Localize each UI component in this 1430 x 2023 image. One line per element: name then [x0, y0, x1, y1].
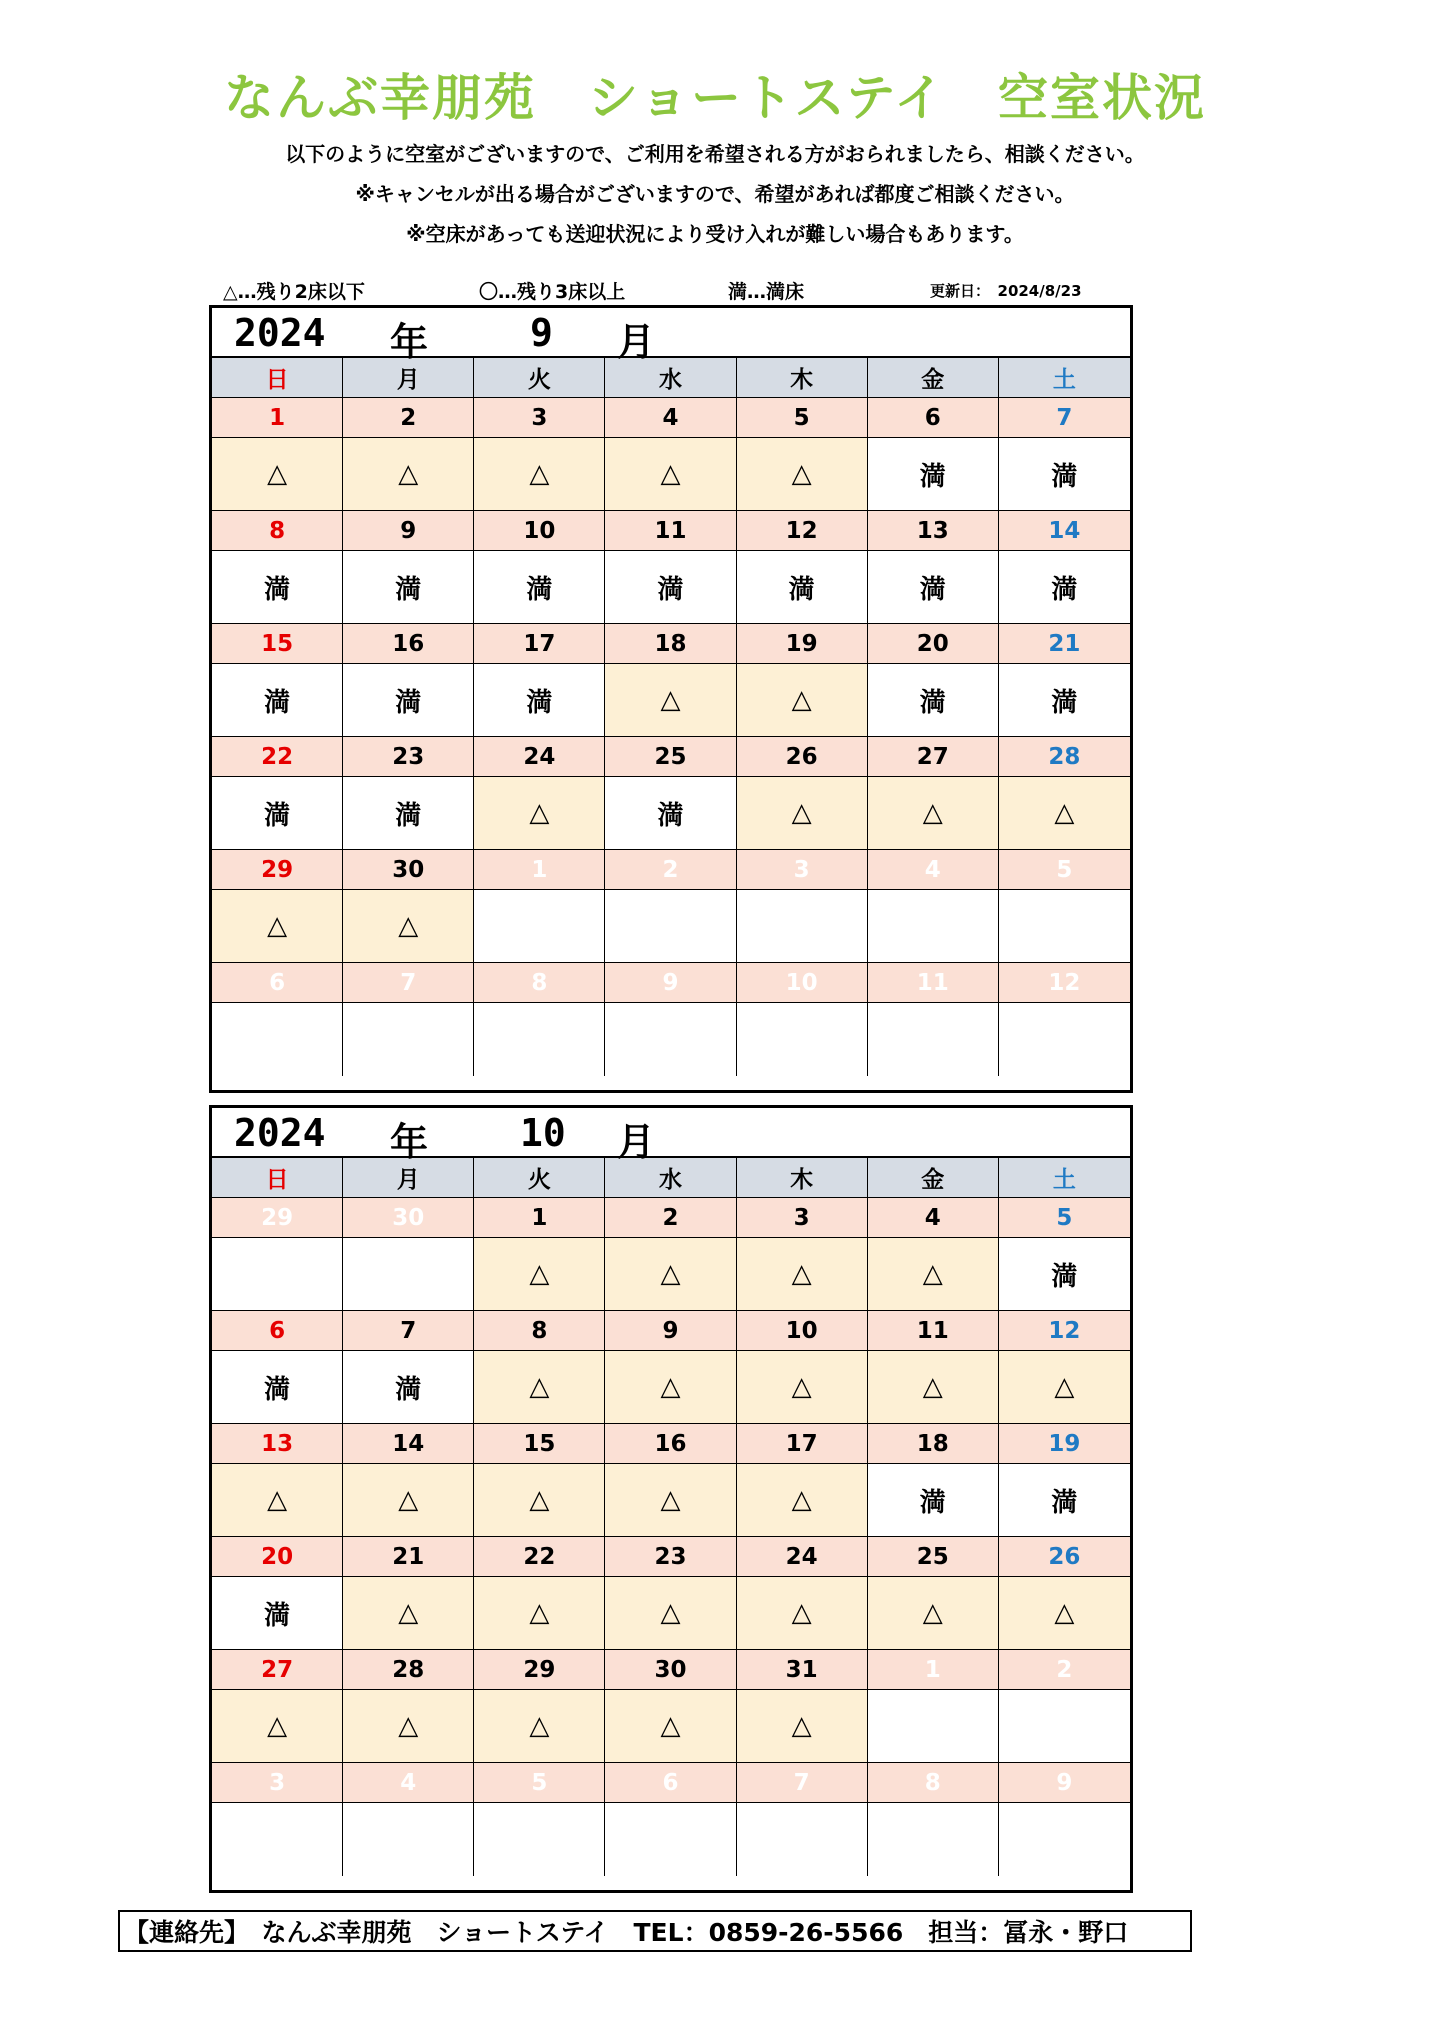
availability-cell: 満: [737, 551, 868, 624]
weekday-header: 日: [212, 1158, 343, 1198]
availability-cell: [868, 1690, 999, 1763]
availability-cell: △: [474, 1464, 605, 1537]
calendar-year-label: 年: [390, 320, 429, 364]
day-number: 11: [605, 511, 736, 551]
day-number: 26: [999, 1537, 1130, 1577]
day-number: 22: [474, 1537, 605, 1577]
day-number: 7: [999, 398, 1130, 438]
day-number: 1: [474, 1198, 605, 1238]
availability-cell: △: [737, 1238, 868, 1311]
weekday-header: 火: [474, 1158, 605, 1198]
availability-cell: [343, 1238, 474, 1311]
calendar-header: [212, 308, 1130, 364]
day-number: 5: [999, 850, 1130, 890]
day-number: 7: [343, 1311, 474, 1351]
day-number: 12: [737, 511, 868, 551]
day-number: 12: [999, 1311, 1130, 1351]
day-number: 9: [605, 963, 736, 1003]
availability-cell: [343, 1803, 474, 1876]
legend-full: 満…満床: [728, 281, 805, 303]
legend-triangle: △…残り2床以下: [223, 281, 365, 303]
day-number: 1: [474, 850, 605, 890]
availability-cell: 満: [999, 438, 1130, 511]
calendar-october: [209, 1105, 1133, 1893]
day-number: 24: [737, 1537, 868, 1577]
availability-cell: 満: [605, 777, 736, 850]
day-number: 29: [474, 1650, 605, 1690]
availability-cell: 満: [343, 1351, 474, 1424]
availability-cell: [474, 890, 605, 963]
availability-cell: △: [212, 1690, 343, 1763]
availability-cell: [999, 1690, 1130, 1763]
availability-cell: 満: [212, 1577, 343, 1650]
calendar-year-label: 年: [390, 1120, 429, 1164]
day-number: 14: [999, 511, 1130, 551]
availability-cell: △: [474, 1351, 605, 1424]
day-number: 3: [737, 850, 868, 890]
day-number: 27: [212, 1650, 343, 1690]
weekday-header: 水: [605, 1158, 736, 1198]
availability-cell: 満: [212, 777, 343, 850]
day-number: 4: [343, 1763, 474, 1803]
availability-cell: △: [605, 1238, 736, 1311]
availability-cell: △: [737, 438, 868, 511]
day-number: 3: [737, 1198, 868, 1238]
day-number: 15: [474, 1424, 605, 1464]
day-number: 6: [868, 398, 999, 438]
availability-cell: △: [999, 777, 1130, 850]
day-number: 5: [999, 1198, 1130, 1238]
calendar-month: 9: [530, 311, 553, 355]
day-number: 2: [605, 850, 736, 890]
availability-cell: 満: [212, 1351, 343, 1424]
availability-cell: △: [999, 1351, 1130, 1424]
day-number: 16: [343, 624, 474, 664]
availability-cell: △: [343, 1690, 474, 1763]
day-number: 4: [868, 850, 999, 890]
availability-cell: △: [605, 664, 736, 737]
weekday-header: 土: [999, 358, 1130, 398]
day-number: 4: [868, 1198, 999, 1238]
availability-cell: 満: [605, 551, 736, 624]
availability-cell: [999, 1003, 1130, 1076]
day-number: 13: [868, 511, 999, 551]
day-number: 28: [999, 737, 1130, 777]
day-number: 8: [868, 1763, 999, 1803]
day-number: 7: [737, 1763, 868, 1803]
calendar-month-label: 月: [617, 320, 656, 364]
day-number: 29: [212, 850, 343, 890]
availability-cell: [868, 1803, 999, 1876]
page-title: なんぶ幸朋苑 ショートステイ 空室状況: [224, 69, 1206, 127]
calendar-month-label: 月: [617, 1120, 656, 1164]
day-number: 1: [868, 1650, 999, 1690]
day-number: 27: [868, 737, 999, 777]
day-number: 6: [605, 1763, 736, 1803]
day-number: 23: [605, 1537, 736, 1577]
availability-cell: 満: [474, 551, 605, 624]
availability-cell: 満: [868, 551, 999, 624]
availability-cell: 満: [212, 664, 343, 737]
availability-cell: 満: [474, 664, 605, 737]
day-number: 24: [474, 737, 605, 777]
day-number: 29: [212, 1198, 343, 1238]
availability-cell: [737, 1803, 868, 1876]
availability-cell: △: [868, 1351, 999, 1424]
weekday-header: 火: [474, 358, 605, 398]
day-number: 2: [343, 398, 474, 438]
day-number: 20: [868, 624, 999, 664]
availability-cell: [474, 1803, 605, 1876]
availability-cell: [605, 890, 736, 963]
availability-cell: △: [605, 1577, 736, 1650]
day-number: 28: [343, 1650, 474, 1690]
day-number: 6: [212, 1311, 343, 1351]
day-number: 4: [605, 398, 736, 438]
availability-cell: △: [868, 1238, 999, 1311]
day-number: 5: [737, 398, 868, 438]
day-number: 14: [343, 1424, 474, 1464]
day-number: 21: [999, 624, 1130, 664]
day-number: 22: [212, 737, 343, 777]
legend-circle: 〇…残り3床以上: [479, 281, 626, 303]
availability-cell: △: [343, 1464, 474, 1537]
availability-cell: [999, 1803, 1130, 1876]
availability-cell: [605, 1003, 736, 1076]
calendar-year: 2024: [234, 311, 326, 355]
day-number: 8: [212, 511, 343, 551]
availability-cell: [212, 1238, 343, 1311]
day-number: 23: [343, 737, 474, 777]
availability-cell: △: [737, 1577, 868, 1650]
availability-cell: △: [343, 1577, 474, 1650]
availability-cell: 満: [343, 551, 474, 624]
availability-cell: 満: [212, 551, 343, 624]
day-number: 30: [343, 1198, 474, 1238]
day-number: 11: [868, 1311, 999, 1351]
day-number: 10: [474, 511, 605, 551]
day-number: 18: [868, 1424, 999, 1464]
calendar-grid: [212, 1158, 1130, 1876]
contact-info: 【連絡先】 なんぶ幸朋苑 ショートステイ TEL：0859-26-5566 担当：冨永・野口: [118, 1910, 1192, 1952]
availability-cell: △: [737, 1351, 868, 1424]
availability-cell: 満: [343, 664, 474, 737]
day-number: 2: [605, 1198, 736, 1238]
day-number: 5: [474, 1763, 605, 1803]
day-number: 3: [212, 1763, 343, 1803]
day-number: 7: [343, 963, 474, 1003]
availability-cell: △: [605, 1690, 736, 1763]
day-number: 9: [605, 1311, 736, 1351]
day-number: 10: [737, 1311, 868, 1351]
availability-cell: △: [868, 1577, 999, 1650]
availability-cell: △: [474, 777, 605, 850]
weekday-header: 木: [737, 358, 868, 398]
availability-cell: 満: [868, 438, 999, 511]
day-number: 20: [212, 1537, 343, 1577]
availability-cell: 満: [868, 1464, 999, 1537]
day-number: 15: [212, 624, 343, 664]
calendar-grid: [212, 358, 1130, 1076]
availability-cell: △: [605, 1464, 736, 1537]
day-number: 21: [343, 1537, 474, 1577]
weekday-header: 水: [605, 358, 736, 398]
availability-cell: 満: [999, 1238, 1130, 1311]
day-number: 30: [343, 850, 474, 890]
availability-cell: △: [474, 1238, 605, 1311]
day-number: 26: [737, 737, 868, 777]
availability-cell: [737, 1003, 868, 1076]
weekday-header: 月: [343, 1158, 474, 1198]
availability-cell: △: [343, 890, 474, 963]
day-number: 8: [474, 1311, 605, 1351]
availability-cell: △: [737, 1464, 868, 1537]
availability-cell: 満: [343, 777, 474, 850]
day-number: 9: [999, 1763, 1130, 1803]
availability-cell: △: [212, 1464, 343, 1537]
notice-line-1: 以下のように空室がございますので、ご利用を希望される方がおられましたら、相談ください。: [285, 142, 1145, 166]
availability-cell: [605, 1803, 736, 1876]
calendar-month: 10: [520, 1111, 566, 1155]
availability-cell: △: [212, 438, 343, 511]
availability-cell: [737, 890, 868, 963]
availability-cell: △: [474, 1690, 605, 1763]
notice-line-2: ※キャンセルが出る場合がございますので、希望があれば都度ご相談ください。: [355, 182, 1075, 206]
availability-cell: △: [999, 1577, 1130, 1650]
availability-cell: 満: [868, 664, 999, 737]
day-number: 9: [343, 511, 474, 551]
calendar-header: [212, 1108, 1130, 1164]
day-number: 3: [474, 398, 605, 438]
weekday-header: 金: [868, 358, 999, 398]
availability-cell: △: [474, 1577, 605, 1650]
day-number: 18: [605, 624, 736, 664]
availability-cell: 満: [999, 551, 1130, 624]
weekday-header: 日: [212, 358, 343, 398]
weekday-header: 木: [737, 1158, 868, 1198]
day-number: 30: [605, 1650, 736, 1690]
day-number: 17: [737, 1424, 868, 1464]
notice-line-3: ※空床があっても送迎状況により受け入れが難しい場合もあります。: [406, 222, 1024, 246]
day-number: 1: [212, 398, 343, 438]
day-number: 10: [737, 963, 868, 1003]
day-number: 19: [737, 624, 868, 664]
day-number: 17: [474, 624, 605, 664]
availability-cell: [212, 1803, 343, 1876]
availability-cell: △: [474, 438, 605, 511]
availability-cell: △: [212, 890, 343, 963]
availability-cell: [343, 1003, 474, 1076]
availability-cell: △: [868, 777, 999, 850]
availability-cell: △: [737, 777, 868, 850]
availability-cell: 満: [999, 1464, 1130, 1537]
day-number: 16: [605, 1424, 736, 1464]
day-number: 2: [999, 1650, 1130, 1690]
day-number: 11: [868, 963, 999, 1003]
day-number: 12: [999, 963, 1130, 1003]
day-number: 13: [212, 1424, 343, 1464]
day-number: 31: [737, 1650, 868, 1690]
weekday-header: 月: [343, 358, 474, 398]
day-number: 25: [868, 1537, 999, 1577]
availability-cell: [868, 1003, 999, 1076]
availability-cell: [474, 1003, 605, 1076]
day-number: 6: [212, 963, 343, 1003]
availability-cell: △: [343, 438, 474, 511]
availability-cell: 満: [999, 664, 1130, 737]
calendar-september: [209, 305, 1133, 1093]
availability-cell: △: [605, 1351, 736, 1424]
availability-cell: △: [737, 664, 868, 737]
calendar-year: 2024: [234, 1111, 326, 1155]
weekday-header: 土: [999, 1158, 1130, 1198]
weekday-header: 金: [868, 1158, 999, 1198]
day-number: 8: [474, 963, 605, 1003]
availability-cell: [868, 890, 999, 963]
availability-cell: △: [605, 438, 736, 511]
availability-cell: [999, 890, 1130, 963]
day-number: 25: [605, 737, 736, 777]
availability-cell: [212, 1003, 343, 1076]
day-number: 19: [999, 1424, 1130, 1464]
updated-date: 更新日： 2024/8/23: [930, 282, 1082, 300]
availability-cell: △: [737, 1690, 868, 1763]
